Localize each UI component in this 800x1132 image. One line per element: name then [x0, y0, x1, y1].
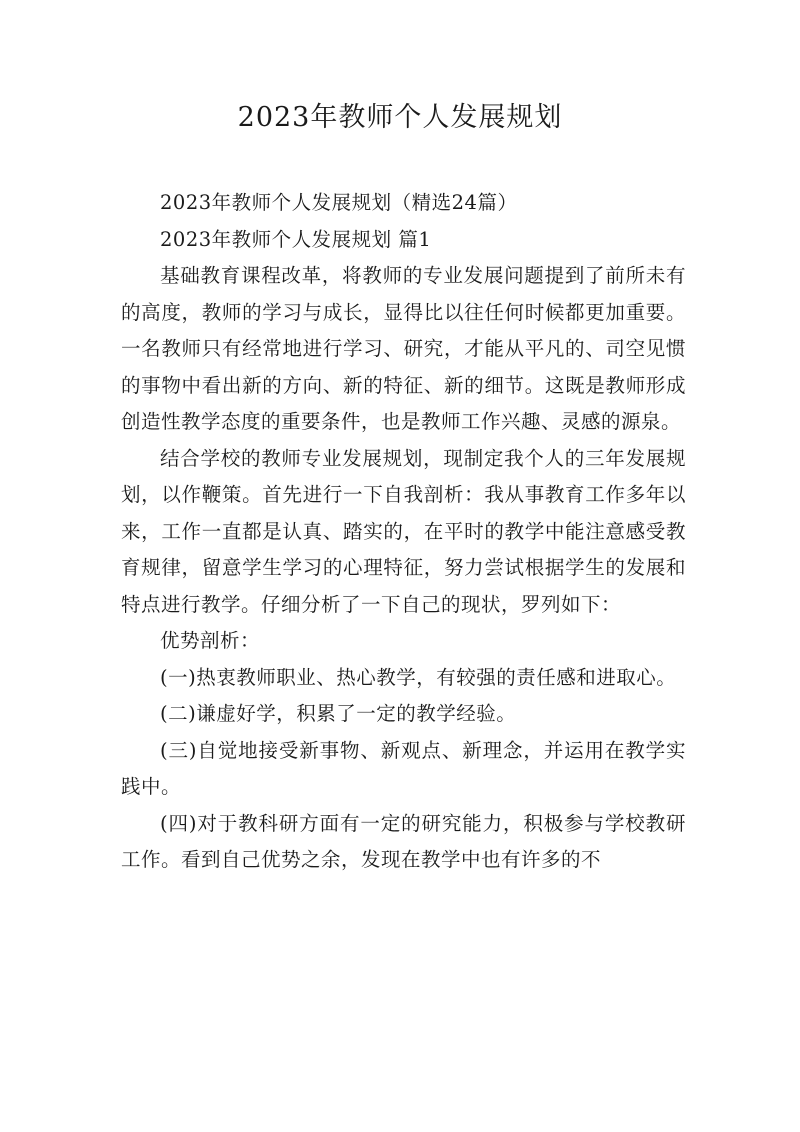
document-title: 2023年教师个人发展规划: [237, 102, 563, 133]
section-heading: 2023年教师个人发展规划 篇1: [160, 227, 432, 251]
list-item: (二)谦虚好学，积累了一定的教学经验。: [160, 702, 517, 725]
subtitle-paragraph: 2023年教师个人发展规划（精选24篇）: [160, 191, 518, 214]
body-paragraph: 优势剖析：: [160, 629, 261, 652]
body-paragraph: 基础教育课程改革，将教师的专业发展问题提到了前所未有的高度，教师的学习与成长，显得比以往任何时候都更加重要。一名教师只有经常地进行学习、研究，才能从平凡的、司空见惯的事物中看出新的方向、新的特征、新的细节。这既是教师形成创造性教学态度的重要条件，也是教师工作兴趣、灵感的源泉。: [121, 264, 686, 433]
list-item: (四)对于教科研方面有一定的研究能力，积极参与学校教研工作。看到自己优势之余，发现在教学中也有许多的不: [121, 811, 686, 871]
body-paragraph: 结合学校的教师专业发展规划，现制定我个人的三年发展规划，以作鞭策。首先进行一下自我剖析：我从事教育工作多年以来，工作一直都是认真、踏实的，在平时的教学中能注意感受教育规律，留意学生学习的心理特征，努力尝试根据学生的发展和特点进行教学。仔细分析了一下自己的现状，罗列如下：: [121, 446, 686, 616]
document-body: [121, 185, 686, 879]
list-item: (三)自觉地接受新事物、新观点、新理念，并运用在教学实践中。: [121, 738, 686, 798]
list-item: (一)热衷教师职业、热心教学，有较强的责任感和进取心。: [160, 665, 677, 689]
